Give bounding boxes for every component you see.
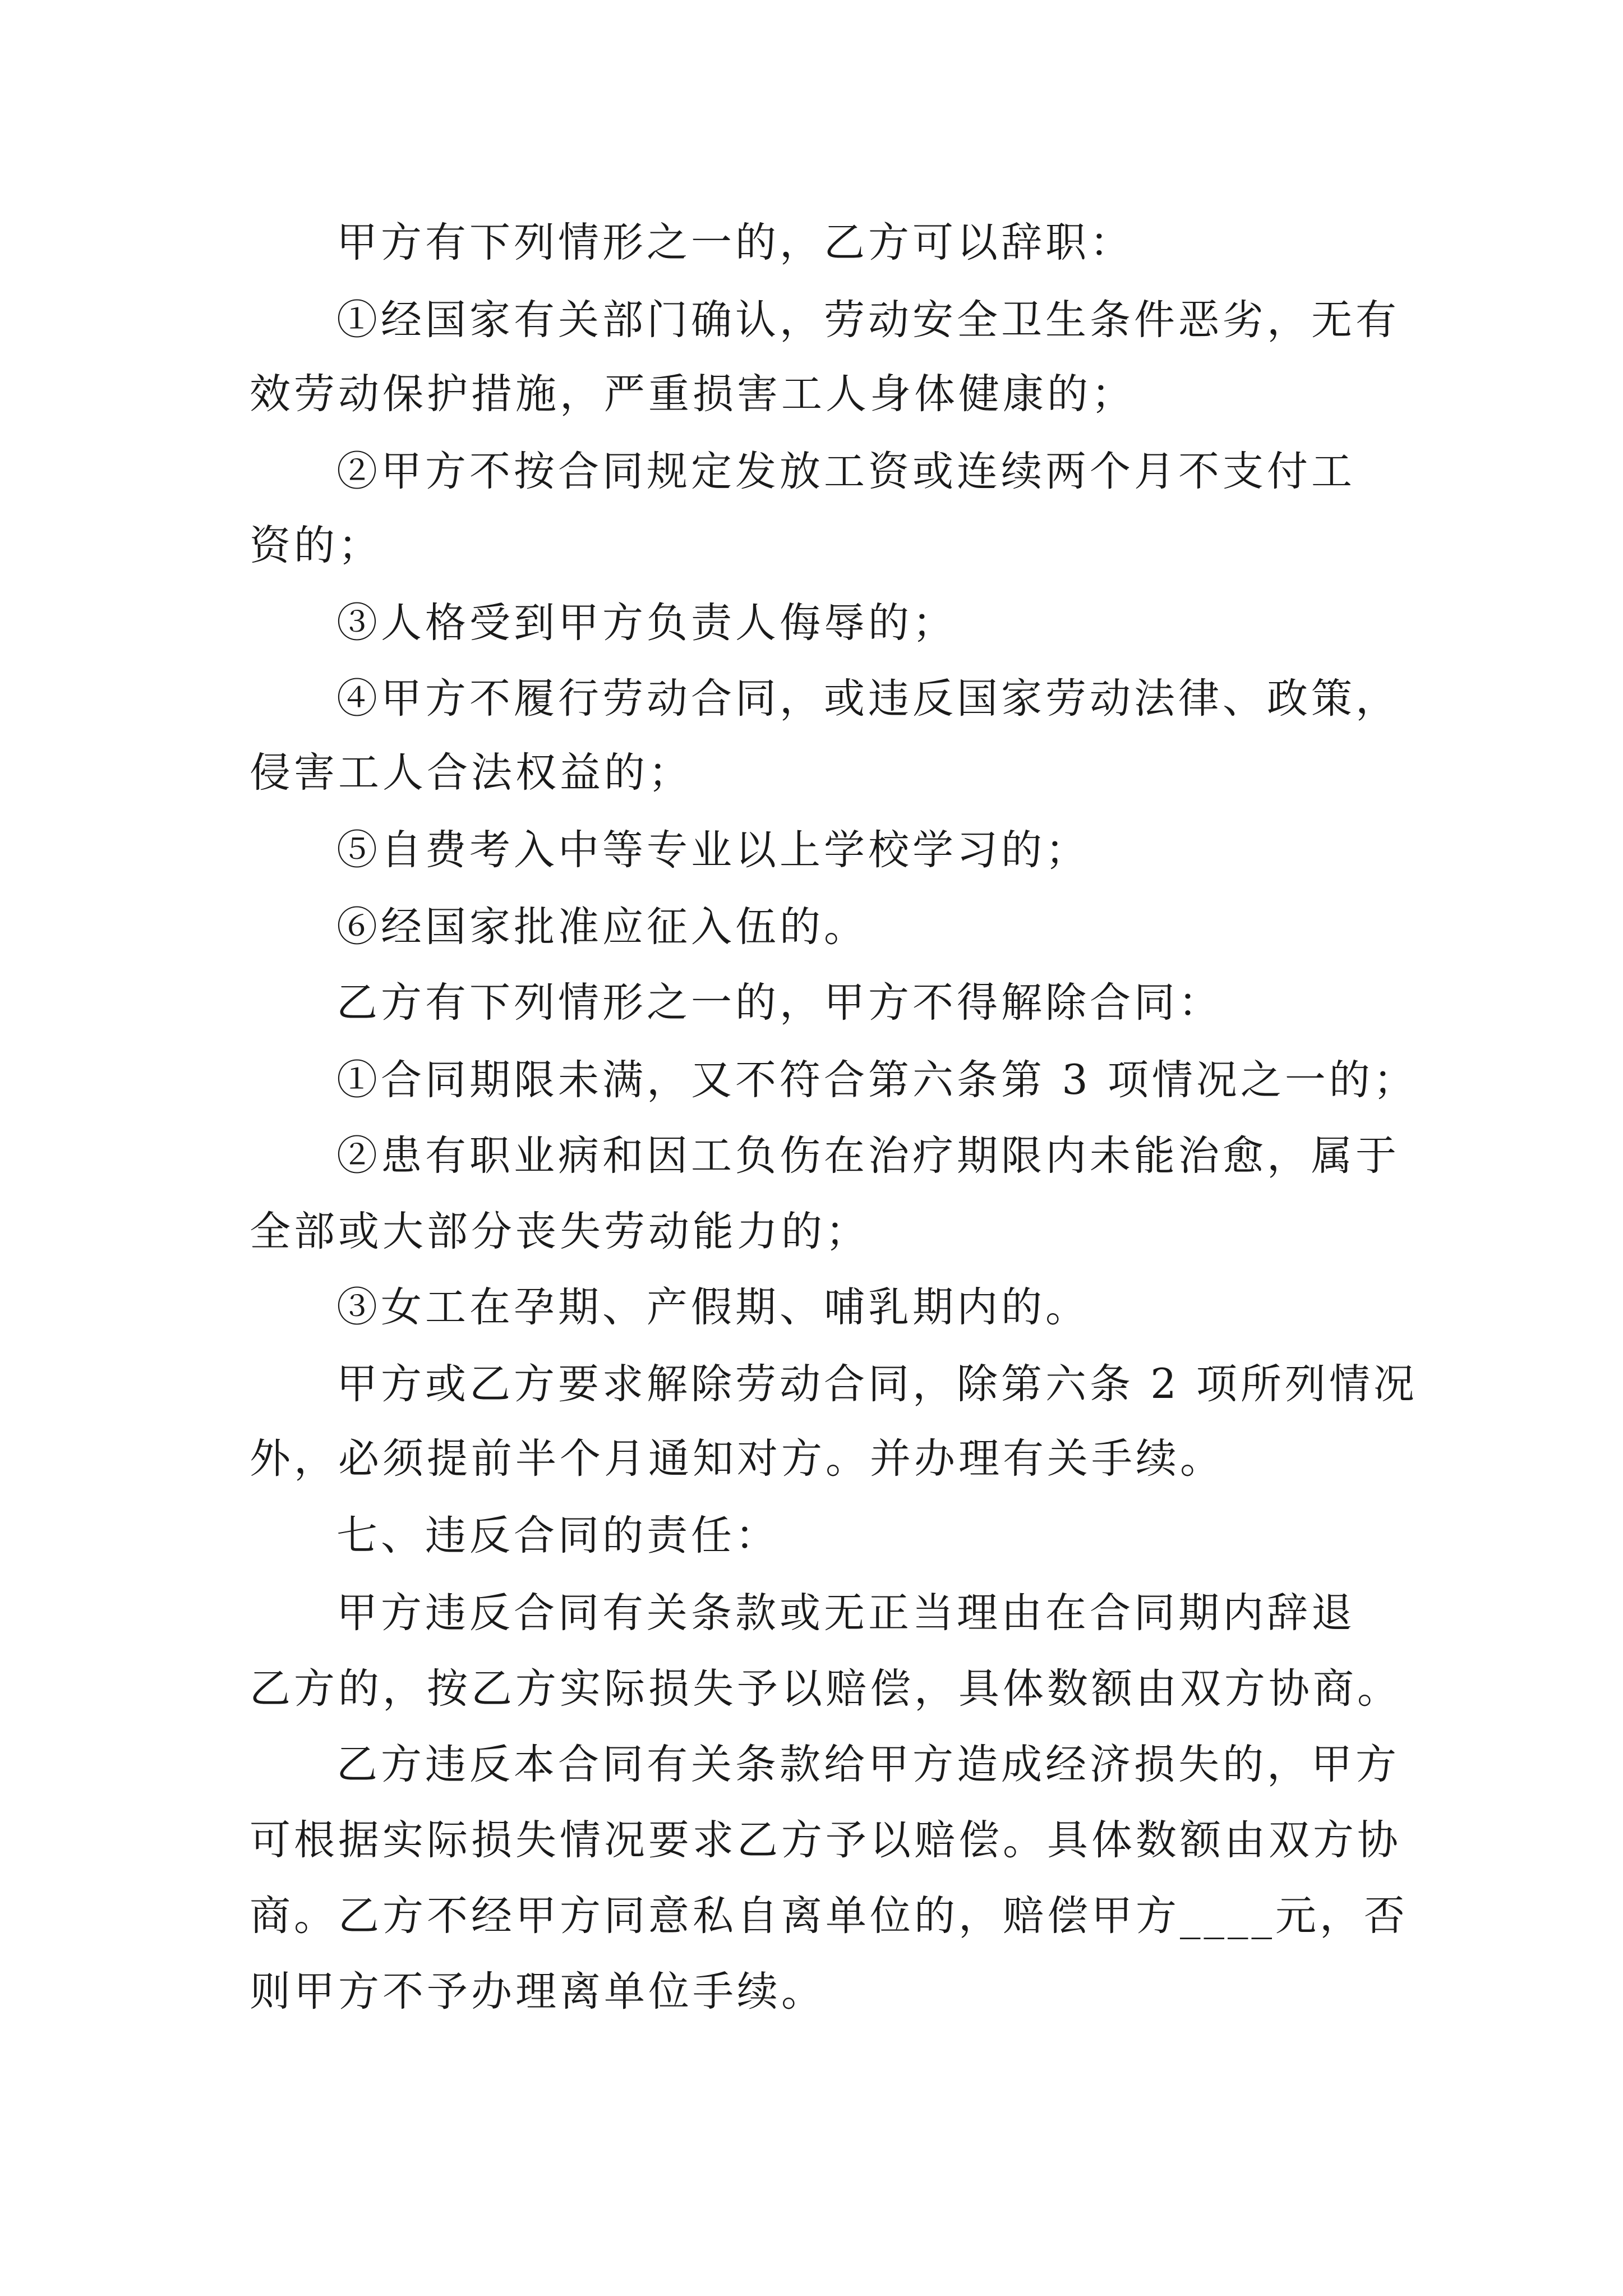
paragraph-line: 甲方有下列情形之一的，乙方可以辞职： <box>336 219 1134 266</box>
paragraph-line: 侵害工人合法权益的； <box>250 749 693 797</box>
paragraph-line: ③人格受到甲方负责人侮辱的； <box>336 599 957 647</box>
paragraph-line: ①经国家有关部门确认，劳动安全卫生条件恶劣，无有 <box>336 296 1400 344</box>
paragraph-line: 资的； <box>250 522 382 569</box>
paragraph-line: 甲方违反合同有关条款或无正当理由在合同期内辞退 <box>336 1589 1355 1637</box>
paragraph-line: 乙方有下列情形之一的，甲方不得解除合同： <box>336 979 1223 1027</box>
paragraph-line: ④甲方不履行劳动合同，或违反国家劳动法律、政策， <box>336 675 1400 723</box>
paragraph-line: ⑥经国家批准应征入伍的。 <box>336 903 868 951</box>
paragraph-line: 全部或大部分丧失劳动能力的； <box>250 1208 870 1255</box>
paragraph-line: 甲方或乙方要求解除劳动合同，除第六条 2 项所列情况 <box>336 1360 1418 1408</box>
paragraph-line: ①合同期限未满，又不符合第六条第 3 项情况之一的； <box>336 1056 1418 1104</box>
paragraph-line: ③女工在孕期、产假期、哺乳期内的。 <box>336 1283 1090 1331</box>
paragraph-line: 乙方违反本合同有关条款给甲方造成经济损失的，甲方 <box>336 1741 1400 1788</box>
paragraph-line: 效劳动保护措施，严重损害工人身体健康的； <box>250 370 1136 418</box>
paragraph-line: ②患有职业病和因工负伤在治疗期限内未能治愈，属于 <box>336 1132 1400 1180</box>
paragraph-line: 外，必须提前半个月通知对方。并办理有关手续。 <box>250 1435 1224 1483</box>
paragraph-line: 则甲方不予办理离单位手续。 <box>250 1968 826 2016</box>
paragraph-line: 可根据实际损失情况要求乙方予以赔偿。具体数额由双方协 <box>250 1816 1401 1864</box>
paragraph-line: 商。乙方不经甲方同意私自离单位的，赔偿甲方____元，否 <box>250 1892 1408 1940</box>
paragraph-line: 七、违反合同的责任： <box>336 1512 780 1559</box>
paragraph-line: ②甲方不按合同规定发放工资或连续两个月不支付工 <box>336 448 1355 495</box>
paragraph-line: ⑤自费考入中等专业以上学校学习的； <box>336 826 1090 874</box>
paragraph-line: 乙方的，按乙方实际损失予以赔偿，具体数额由双方协商。 <box>250 1665 1401 1713</box>
